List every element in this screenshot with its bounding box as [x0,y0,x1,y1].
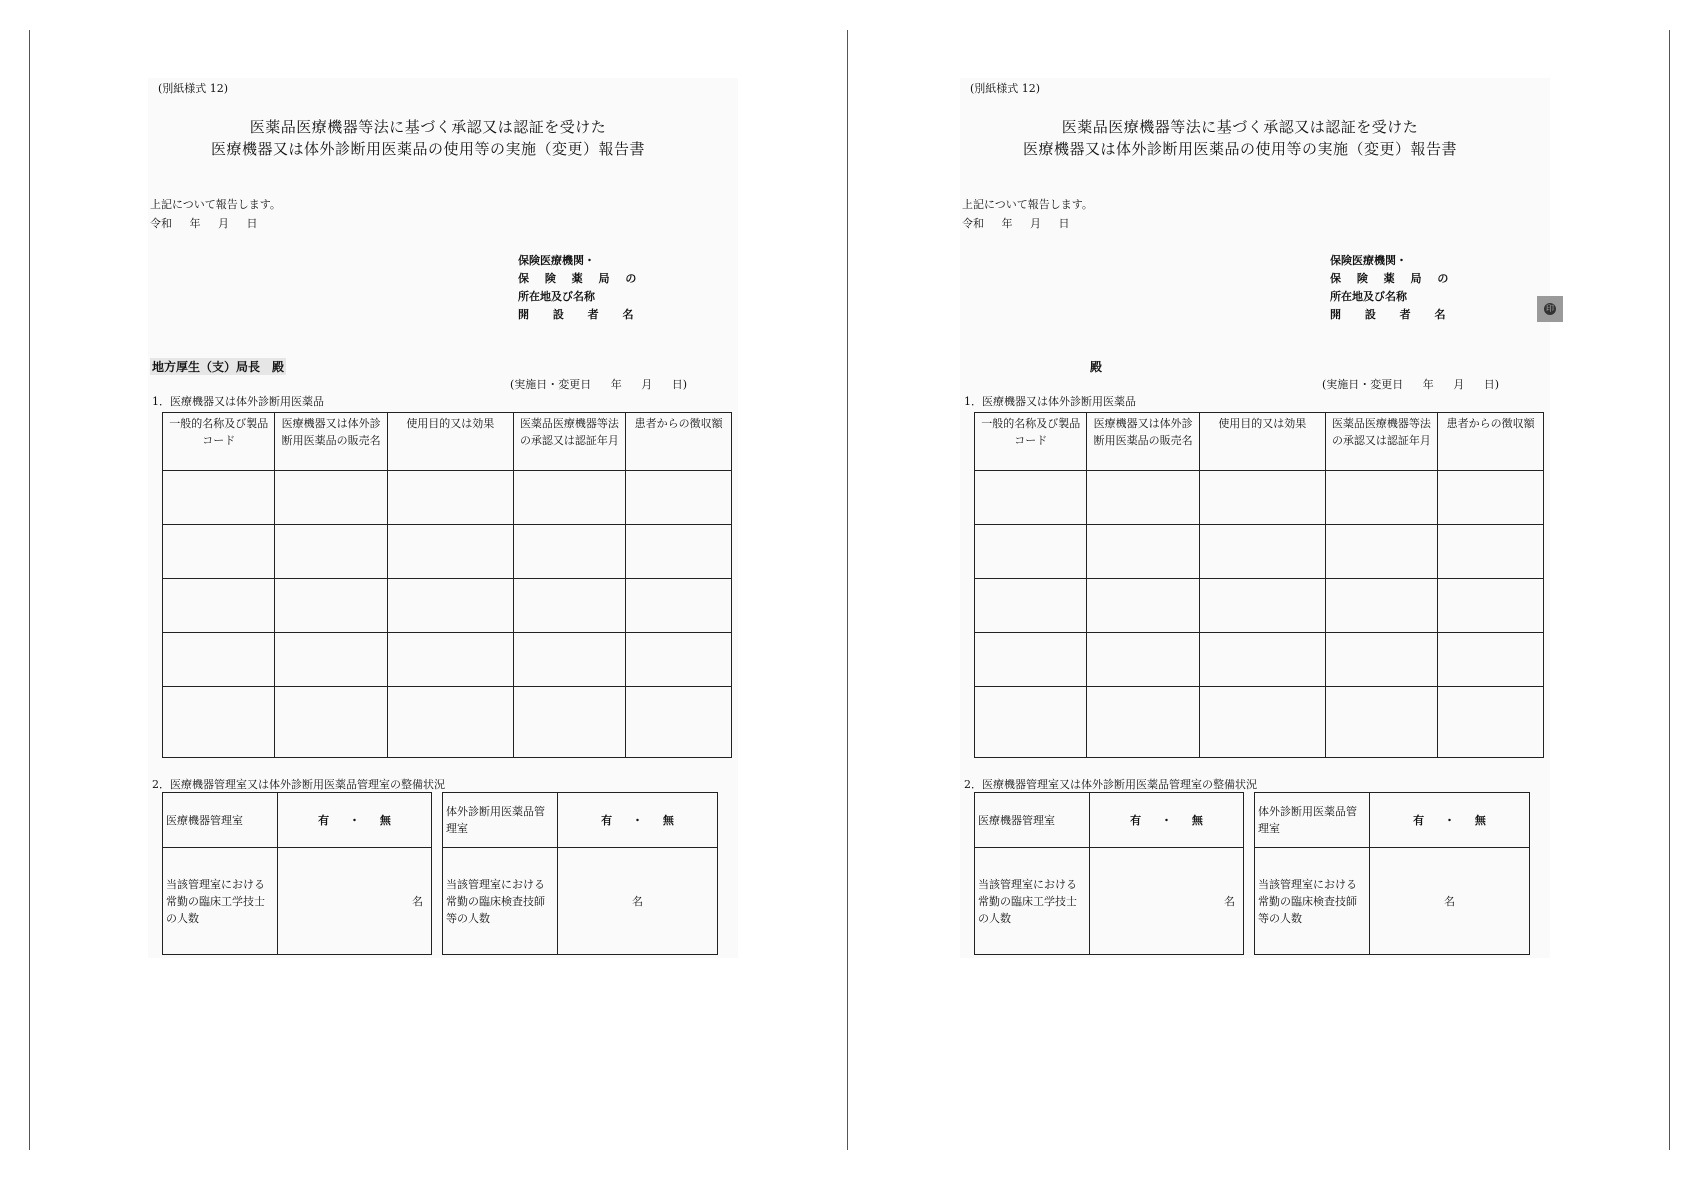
table-cell[interactable] [626,525,732,579]
table-cell[interactable] [275,579,387,633]
ivd-staff-count[interactable]: 名 [558,848,718,955]
report-statement: 上記について報告します。 [962,198,1093,211]
ivd-staff-count[interactable]: 名 [1370,848,1530,955]
title-line-2: 医療機器又は体外診断用医薬品の使用等の実施（変更）報告書 [210,140,645,158]
device-staff-label: 当該管理室における常勤の臨床工学技士の人数 [163,848,278,955]
device-table [162,412,732,758]
yes-no-choice: 有 ・ 無 [318,813,391,827]
table-cell[interactable] [275,525,387,579]
table-cell[interactable] [626,471,732,525]
right-border-line [1669,30,1670,1150]
title-line-1: 医薬品医療機器等法に基づく承認又は認証を受けた [249,118,607,136]
ivd-staff-label: 当該管理室における常勤の臨床検査技師等の人数 [1255,848,1370,955]
table-cell[interactable] [387,579,513,633]
device-table [974,412,1544,758]
address-line-1: 保険医療機関・ [518,254,595,267]
table-cell[interactable] [163,525,275,579]
form-page-right [960,78,1554,958]
address-line-4: 開 設 者 名 [1330,308,1456,321]
ivd-staff-label: 当該管理室における常勤の臨床検査技師等の人数 [443,848,558,955]
table-row [975,579,1544,633]
device-room-label: 医療機器管理室 [163,793,278,848]
table-row [975,471,1544,525]
table-cell[interactable] [975,579,1087,633]
report-date: 令和 年 月 日 [962,217,1070,230]
table-cell[interactable] [1325,579,1437,633]
table-cell[interactable] [975,687,1087,758]
yes-no-choice: 有 ・ 無 [1130,813,1203,827]
table-row [163,471,732,525]
table-cell[interactable] [163,687,275,758]
table-row [163,525,732,579]
address-line-3: 所在地及び名称 [1330,290,1407,303]
table-cell[interactable] [626,579,732,633]
table-cell[interactable] [1438,579,1544,633]
section-1-title: 1．医療機器又は体外診断用医薬品 [964,395,1136,408]
device-room-yes-no[interactable] [278,793,432,848]
table-cell[interactable] [1087,633,1199,687]
header-purpose: 使用目的又は効果 [387,413,513,471]
section-2-title: 2．医療機器管理室又は体外診断用医薬品管理室の整備状況 [964,778,1257,791]
table-row [163,579,732,633]
report-statement: 上記について報告します。 [150,198,281,211]
table-cell[interactable] [1325,525,1437,579]
table-cell[interactable] [275,687,387,758]
table-cell[interactable] [275,471,387,525]
table-row [975,687,1544,758]
header-generic-name: 一般的名称及び製品コード [975,413,1087,471]
table-cell[interactable] [1438,525,1544,579]
table-cell[interactable] [975,525,1087,579]
address-line-2: 保 険 薬 局 の [1330,272,1455,285]
yes-no-choice: 有 ・ 無 [1413,813,1486,827]
seal-stamp [1537,296,1563,322]
table-row [975,525,1544,579]
table-cell[interactable] [513,579,625,633]
ivd-room-label: 体外診断用医薬品管理室 [443,793,558,848]
header-patient-fee: 患者からの徴収額 [1438,413,1544,471]
table-cell[interactable] [1087,579,1199,633]
device-room-table [974,792,1244,955]
address-line-4: 開 設 者 名 [518,308,644,321]
implementation-date: (実施日・変更日 年 月 日) [1322,378,1500,391]
section-2-title: 2．医療機器管理室又は体外診断用医薬品管理室の整備状況 [152,778,445,791]
header-generic-name: 一般的名称及び製品コード [163,413,275,471]
left-border-line [29,30,30,1150]
device-room-yes-no[interactable] [1090,793,1244,848]
header-purpose: 使用目的又は効果 [1199,413,1325,471]
table-cell[interactable] [1199,633,1325,687]
header-sales-name: 医療機器又は体外診断用医薬品の販売名 [275,413,387,471]
recipient: 殿 [1090,360,1103,374]
address-line-1: 保険医療機関・ [1330,254,1407,267]
device-room-table [162,792,432,955]
form-number: (別紙様式 12) [158,82,229,95]
title-line-1: 医薬品医療機器等法に基づく承認又は認証を受けた [1061,118,1419,136]
table-header-row [163,413,732,471]
table-cell[interactable] [1199,471,1325,525]
device-staff-count[interactable]: 名 [278,848,432,955]
table-row [163,633,732,687]
ivd-room-label: 体外診断用医薬品管理室 [1255,793,1370,848]
table-cell[interactable] [1087,525,1199,579]
report-date: 令和 年 月 日 [150,217,258,230]
table-cell[interactable] [387,633,513,687]
table-cell[interactable] [163,471,275,525]
table-cell[interactable] [513,525,625,579]
table-cell[interactable] [1438,687,1544,758]
table-cell[interactable] [975,633,1087,687]
address-line-3: 所在地及び名称 [518,290,595,303]
table-cell[interactable] [975,471,1087,525]
table-cell[interactable] [1325,471,1437,525]
table-cell[interactable] [1087,687,1199,758]
table-cell[interactable] [1325,633,1437,687]
title-line-2: 医療機器又は体外診断用医薬品の使用等の実施（変更）報告書 [1022,140,1457,158]
form-page-left [148,78,738,958]
device-room-label: 医療機器管理室 [975,793,1090,848]
table-cell[interactable] [513,687,625,758]
ivd-room-table [442,792,718,955]
table-cell[interactable] [387,525,513,579]
header-sales-name: 医療機器又は体外診断用医薬品の販売名 [1087,413,1199,471]
device-staff-label: 当該管理室における常勤の臨床工学技士の人数 [975,848,1090,955]
seal-icon: 印 [1546,304,1554,313]
device-staff-count[interactable]: 名 [1090,848,1244,955]
ivd-room-yes-no[interactable] [1370,793,1530,848]
table-cell[interactable] [513,633,625,687]
table-header-row [975,413,1544,471]
table-cell[interactable] [626,633,732,687]
table-cell[interactable] [1199,579,1325,633]
recipient: 地方厚生（支）局長 殿 [152,360,285,374]
table-cell[interactable] [387,687,513,758]
table-cell[interactable] [1438,471,1544,525]
table-row [975,633,1544,687]
table-cell[interactable] [1087,471,1199,525]
table-cell[interactable] [163,579,275,633]
header-approval-date: 医薬品医療機器等法の承認又は認証年月 [1325,413,1437,471]
yes-no-choice: 有 ・ 無 [601,813,674,827]
table-cell[interactable] [163,633,275,687]
form-number: (別紙様式 12) [970,82,1041,95]
section-1-title: 1．医療機器又は体外診断用医薬品 [152,395,324,408]
table-cell[interactable] [513,471,625,525]
address-line-2: 保 険 薬 局 の [518,272,643,285]
table-cell[interactable] [1199,687,1325,758]
ivd-room-table [1254,792,1530,955]
ivd-room-yes-no[interactable] [558,793,718,848]
header-approval-date: 医薬品医療機器等法の承認又は認証年月 [513,413,625,471]
table-cell[interactable] [387,471,513,525]
table-cell[interactable] [1438,633,1544,687]
table-cell[interactable] [275,633,387,687]
table-cell[interactable] [1325,687,1437,758]
header-patient-fee: 患者からの徴収額 [626,413,732,471]
table-row [163,687,732,758]
implementation-date: (実施日・変更日 年 月 日) [510,378,688,391]
center-divider-line [847,30,848,1150]
table-cell[interactable] [626,687,732,758]
table-cell[interactable] [1199,525,1325,579]
